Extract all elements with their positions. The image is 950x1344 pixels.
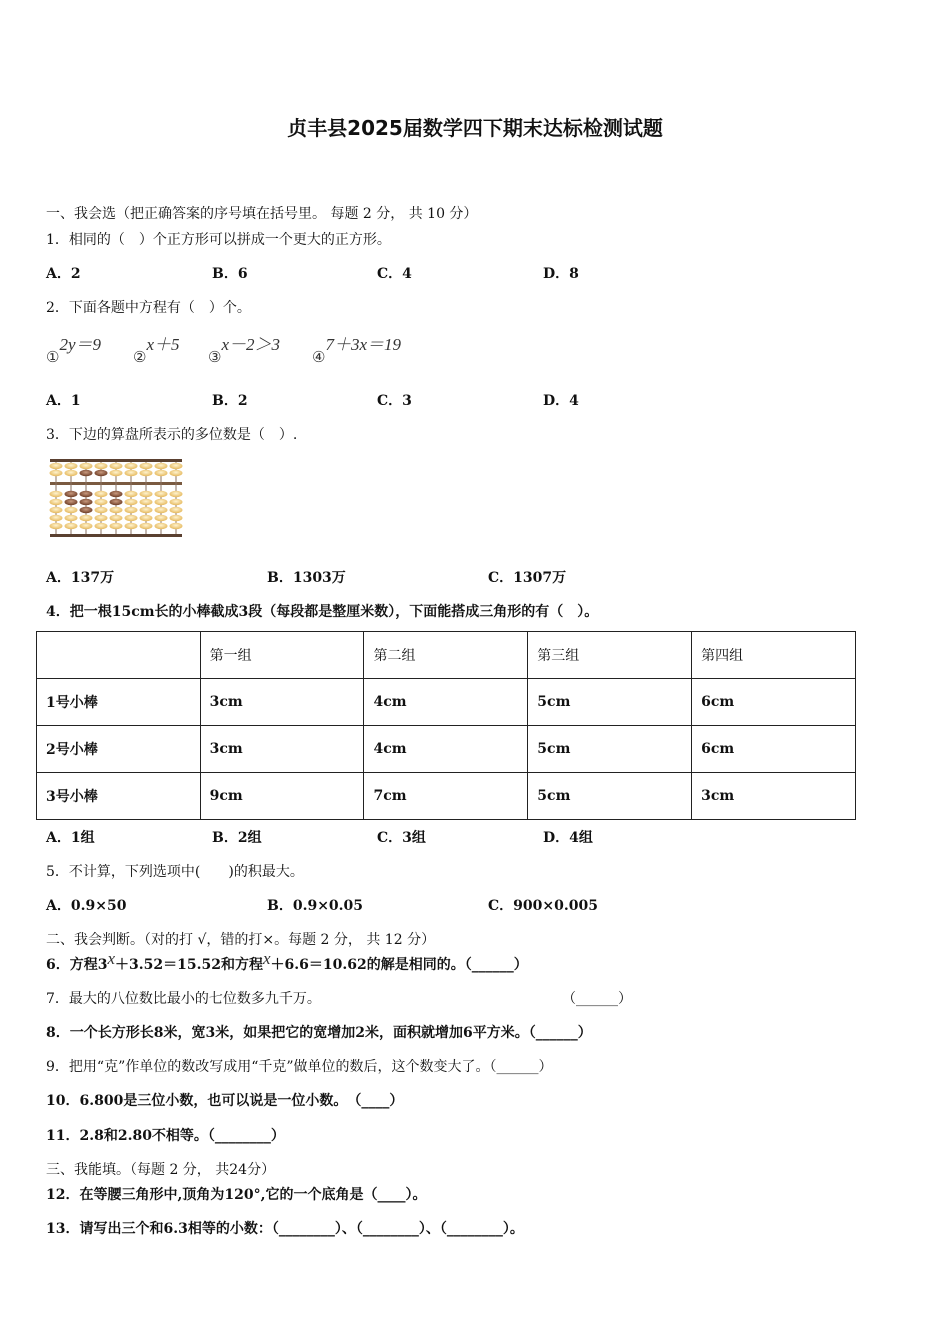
q2-item-4 — [312, 330, 401, 366]
q4-option-b: B．2组 — [212, 830, 262, 846]
question-7: 7．最大的八位数比最小的七位数多九千万。 — [46, 991, 321, 1007]
abacus-bead — [155, 523, 168, 529]
q1-option-d: D．8 — [543, 266, 579, 282]
abacus-bead — [110, 491, 123, 497]
abacus-bead — [140, 463, 153, 469]
abacus-bead — [80, 523, 93, 529]
abacus-bead — [80, 470, 93, 476]
q6-pre: 6．方程3 — [46, 957, 108, 973]
table-cell: 第一组 — [200, 632, 364, 679]
abacus-bead — [50, 507, 63, 513]
q7-answer-blank[interactable]: （______） — [562, 991, 632, 1007]
table-cell: 3cm — [200, 679, 364, 726]
abacus-bead — [125, 463, 138, 469]
q2-option-c: C．3 — [377, 393, 412, 409]
abacus-bead — [95, 523, 108, 529]
abacus-bead — [65, 507, 78, 513]
table-cell: 3号小棒 — [37, 773, 201, 820]
table-cell: 4cm — [364, 726, 528, 773]
abacus-bead — [80, 491, 93, 497]
q4-option-d: D．4组 — [543, 830, 593, 846]
table-cell: 7cm — [364, 773, 528, 820]
q2-item-1 — [46, 330, 101, 366]
q2-item-4-expr: 7＋3x＝19 — [325, 335, 401, 354]
question-12: 12．在等腰三角形中,顶角为120°,它的一个底角是（____）。 — [46, 1187, 427, 1203]
abacus-bead — [125, 507, 138, 513]
abacus-image — [48, 458, 184, 538]
table-cell: 6cm — [692, 679, 856, 726]
q2-option-a: A．1 — [46, 393, 81, 409]
abacus-bead — [110, 515, 123, 521]
q2-item-2-mark: ② — [133, 348, 147, 366]
q1-option-b: B．6 — [212, 266, 248, 282]
q2-option-d: D．4 — [543, 393, 579, 409]
table-cell: 2号小棒 — [37, 726, 201, 773]
abacus-bead — [110, 499, 123, 505]
table-row — [37, 773, 856, 820]
abacus-bead — [170, 507, 183, 513]
abacus-bead — [140, 515, 153, 521]
abacus-bead — [110, 507, 123, 513]
abacus-bead — [170, 470, 183, 476]
q2-item-3-expr: x－2＞3 — [221, 335, 280, 354]
abacus-bead — [65, 463, 78, 469]
section-3-heading: 三、我能填。（每题 2 分， 共24分） — [46, 1162, 276, 1178]
abacus-bead — [95, 515, 108, 521]
abacus-bead — [170, 499, 183, 505]
abacus-bead — [170, 463, 183, 469]
q3-option-b: B．1303万 — [267, 570, 346, 586]
abacus-bead — [50, 499, 63, 505]
q5-option-a: A．0.9×50 — [46, 898, 127, 914]
question-11: 11．2.8和2.80不相等。（________） — [46, 1128, 285, 1144]
q2-item-4-mark: ④ — [312, 348, 326, 366]
table-cell: 6cm — [692, 726, 856, 773]
table-cell: 3cm — [692, 773, 856, 820]
abacus-bead — [125, 515, 138, 521]
table-cell: 第二组 — [364, 632, 528, 679]
question-8: 8．一个长方形长8米，宽3米，如果把它的宽增加2米，面积就增加6平方米。（______） — [46, 1025, 592, 1041]
abacus-bead — [95, 491, 108, 497]
question-3: 3．下边的算盘所表示的多位数是（ ）. — [46, 427, 298, 443]
q1-option-c: C．4 — [377, 266, 412, 282]
abacus-bead — [110, 463, 123, 469]
table-cell: 第四组 — [692, 632, 856, 679]
sticks-table — [36, 631, 856, 820]
abacus-bead — [125, 470, 138, 476]
q2-item-1-expr: 2y＝9 — [59, 335, 101, 354]
abacus-bead — [125, 491, 138, 497]
q3-option-a: A．137万 — [46, 570, 115, 586]
question-13: 13．请写出三个和6.3相等的小数：（________）、（________）、（________）。 — [46, 1221, 524, 1237]
q6-var-2: x — [262, 949, 271, 968]
abacus-bead — [50, 523, 63, 529]
q2-item-1-mark: ① — [46, 348, 60, 366]
abacus-bead — [170, 491, 183, 497]
question-6 — [46, 949, 528, 974]
abacus-bead — [95, 463, 108, 469]
table-cell: 3cm — [200, 726, 364, 773]
table-cell: 4cm — [364, 679, 528, 726]
abacus-bead — [110, 470, 123, 476]
abacus-bead — [140, 499, 153, 505]
q6-var-1: x — [107, 949, 116, 968]
abacus-bead — [65, 499, 78, 505]
q4-option-c: C．3组 — [377, 830, 426, 846]
q5-option-b: B．0.9×0.05 — [267, 898, 364, 914]
abacus-bead — [50, 463, 63, 469]
abacus-bead — [65, 491, 78, 497]
abacus-bead — [155, 491, 168, 497]
table-cell: 5cm — [528, 773, 692, 820]
question-5: 5．不计算，下列选项中( )的积最大。 — [46, 864, 304, 880]
abacus-bead — [65, 523, 78, 529]
abacus-bead — [80, 507, 93, 513]
q2-option-b: B．2 — [212, 393, 248, 409]
table-header-row — [37, 632, 856, 679]
question-1: 1．相同的（ ）个正方形可以拼成一个更大的正方形。 — [46, 232, 391, 248]
question-2: 2．下面各题中方程有（ ）个。 — [46, 300, 251, 316]
abacus-bead — [140, 523, 153, 529]
section-1-heading: 一、我会选（把正确答案的序号填在括号里。 每题 2 分， 共 10 分） — [46, 206, 478, 222]
abacus-bead — [155, 515, 168, 521]
abacus-bead — [140, 491, 153, 497]
abacus-bead — [155, 499, 168, 505]
abacus-bead — [80, 463, 93, 469]
abacus-bead — [125, 499, 138, 505]
q2-item-2 — [133, 330, 180, 366]
abacus-bead — [50, 515, 63, 521]
abacus-bead — [155, 470, 168, 476]
table-row — [37, 679, 856, 726]
abacus-bead — [95, 499, 108, 505]
abacus-bead — [65, 470, 78, 476]
q5-option-c: C．900×0.005 — [488, 898, 598, 914]
q6-mid: ＋3.52＝15.52和方程 — [115, 957, 263, 973]
table-cell: 1号小棒 — [37, 679, 201, 726]
table-cell: 5cm — [528, 679, 692, 726]
abacus-bead — [155, 463, 168, 469]
table-cell: 5cm — [528, 726, 692, 773]
question-4: 4．把一根15cm长的小棒截成3段（每段都是整厘米数），下面能搭成三角形的有（ ）。 — [46, 604, 599, 620]
abacus-bead — [80, 515, 93, 521]
abacus-bead — [80, 499, 93, 505]
abacus-bead — [95, 507, 108, 513]
q6-post: ＋6.6＝10.62的解是相同的。（______） — [270, 957, 528, 973]
abacus-bead — [50, 470, 63, 476]
table-cell — [37, 632, 201, 679]
table-row — [37, 726, 856, 773]
question-10: 10．6.800是三位小数，也可以说是一位小数。 （____） — [46, 1093, 404, 1109]
section-2-heading: 二、我会判断。（对的打 √，错的打×。每题 2 分， 共 12 分） — [46, 932, 436, 948]
table-cell: 第三组 — [528, 632, 692, 679]
abacus-bead — [110, 523, 123, 529]
q4-option-a: A．1组 — [46, 830, 95, 846]
q2-item-3-mark: ③ — [208, 348, 222, 366]
abacus-bead — [125, 523, 138, 529]
abacus-bead — [65, 515, 78, 521]
q1-option-a: A．2 — [46, 266, 81, 282]
abacus-bead — [170, 515, 183, 521]
abacus-bead — [155, 507, 168, 513]
abacus-bead — [50, 491, 63, 497]
abacus-bead — [95, 470, 108, 476]
question-9: 9．把用“克”作单位的数改写成用“千克”做单位的数后，这个数变大了。（______） — [46, 1059, 553, 1075]
q3-option-c: C．1307万 — [488, 570, 567, 586]
abacus-bead — [170, 523, 183, 529]
abacus-bead — [140, 507, 153, 513]
q2-item-2-expr: x＋5 — [146, 335, 180, 354]
table-cell: 9cm — [200, 773, 364, 820]
q2-item-3 — [208, 330, 280, 366]
page-title: 贞丰县2025届数学四下期末达标检测试题 — [287, 116, 663, 140]
abacus-bead — [140, 470, 153, 476]
